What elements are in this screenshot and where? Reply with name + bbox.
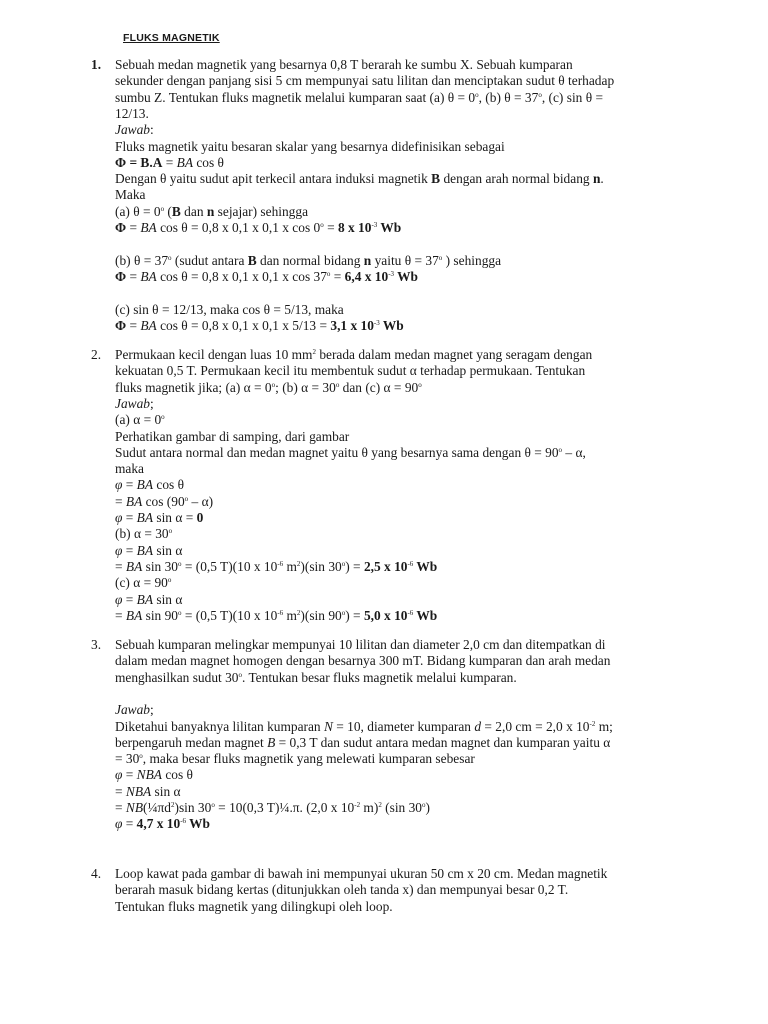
text-run: )	[425, 800, 430, 815]
text-run: m	[283, 558, 297, 574]
problem-number: 1.	[91, 57, 102, 72]
text-run: Dengan θ yaitu sudut apit terkecil antara induksi magnetik	[115, 171, 432, 187]
problem-text-line	[115, 363, 585, 379]
text-run: ) =	[345, 607, 364, 623]
superscript: o	[320, 221, 324, 229]
problem-text-line	[115, 526, 172, 542]
text-run: BA	[140, 268, 157, 284]
text-run: Φ = B.A	[115, 154, 163, 170]
text-run: cos θ = 0,8 x 0,1 x 0,1 x cos 37	[156, 268, 327, 284]
superscript: o	[139, 752, 143, 761]
text-run: Permukaan kecil dengan luas 10 mm	[115, 347, 313, 362]
text-run: ; (b) α = 30	[275, 379, 336, 395]
superscript: 2	[171, 801, 175, 809]
text-run: (¼πd	[143, 800, 171, 815]
problem-text-line	[115, 510, 203, 526]
text-run: sekunder dengan panjang sisi 5 cm mempunyai satu lilitan dan menciptakan sudut θ terhadap	[115, 73, 615, 89]
text-run: φ	[115, 510, 123, 525]
problem-text-line	[115, 253, 501, 269]
superscript: o	[341, 608, 346, 617]
text-run: n	[592, 171, 601, 187]
text-run: cos θ = 0,8 x 0,1 x 0,1 x 5/13 =	[156, 317, 331, 333]
text-run: m)	[360, 800, 379, 815]
problem-text-line	[115, 816, 210, 832]
text-run: Jawab	[115, 702, 150, 718]
superscript: o	[326, 269, 331, 278]
superscript: -2	[354, 801, 361, 809]
superscript: o	[422, 801, 426, 809]
problem-text-line	[115, 445, 586, 461]
text-run: Sebuah medan magnetik yang besarnya 0,8 T berarah ke sumbu X. Sebuah kumparan	[115, 57, 573, 72]
text-run: ;	[149, 395, 154, 411]
text-run: 5,0 x 10	[363, 607, 408, 623]
problem-text-line	[115, 702, 154, 718]
text-run: cos θ = 0,8 x 0,1 x 0,1 x cos 0	[156, 220, 321, 235]
text-run: cos θ	[193, 154, 224, 170]
text-run: B	[171, 203, 181, 219]
problem-text-line	[115, 90, 603, 106]
text-run: BA	[136, 510, 154, 525]
text-run: = 2,0 cm = 2,0 x 10	[481, 718, 590, 734]
text-run: φ	[115, 477, 123, 493]
text-run: dengan arah normal bidang	[440, 171, 593, 187]
problem-text-line	[115, 106, 149, 122]
text-run: (	[164, 203, 172, 219]
superscript: 2	[296, 608, 301, 617]
text-run: Wb	[377, 220, 402, 235]
text-run: )(sin 30	[300, 558, 342, 574]
text-run: sin 30	[142, 558, 178, 574]
problem-text-line	[115, 73, 614, 89]
superscript: o	[177, 559, 182, 568]
problem-text-line	[115, 347, 592, 363]
text-run: =	[126, 220, 141, 235]
text-run: Sudut antara normal dan medan magnet yaitu θ yang besarnya sama dengan θ = 90	[115, 444, 559, 460]
text-run: BA	[125, 493, 143, 509]
text-run: =	[122, 542, 137, 558]
text-run: Φ	[115, 317, 127, 333]
text-run: sin α	[153, 542, 183, 558]
problem-text-line	[115, 220, 401, 236]
text-run: = 10(0,3 T)¼.π. (2,0 x 10	[214, 800, 355, 815]
superscript: -3	[388, 269, 395, 278]
text-run: φ	[115, 542, 123, 558]
problem-text-line	[115, 171, 604, 187]
superscript: -6	[277, 559, 284, 568]
text-run: – α)	[188, 493, 214, 509]
superscript: o	[167, 576, 172, 585]
text-run: berada dalam medan magnet yang seragam dengan	[315, 347, 593, 362]
problem-text-line	[115, 477, 184, 493]
problem-text-line	[115, 784, 181, 800]
text-run: , maka besar fluks magnetik yang melewati kumparan sebesar	[142, 751, 475, 767]
text-run: (b) α = 30	[115, 526, 169, 542]
text-run: dalam medan magnet homogen dengan besarnya 300 mT. Bidang kumparan dan arah medan	[115, 653, 611, 669]
text-run: Wb	[413, 558, 438, 574]
text-run: d	[474, 718, 482, 734]
problem-text-line	[115, 461, 144, 477]
text-run: yaitu θ = 37	[371, 252, 439, 268]
text-run: cos θ	[153, 477, 184, 493]
text-run: BA	[136, 591, 154, 607]
text-run: = 30	[115, 751, 140, 767]
text-run: ) sehingga	[442, 252, 502, 268]
text-run: Fluks magnetik yaitu besaran skalar yang besarnya didefinisikan sebagai	[115, 138, 505, 154]
text-run: (a) α = 0	[115, 412, 162, 428]
text-run: berpengaruh medan magnet	[115, 734, 268, 750]
text-run: BA	[140, 317, 157, 333]
text-run: BA	[125, 607, 143, 623]
text-run: =	[122, 510, 137, 525]
superscript: -6	[180, 817, 187, 826]
superscript: o	[168, 253, 172, 262]
text-run: (sudut antara	[171, 252, 248, 268]
page-title: FLUKS MAGNETIK	[123, 32, 220, 44]
text-run: BA	[136, 542, 154, 558]
problem-text-line	[115, 670, 517, 686]
superscript: o	[238, 670, 242, 679]
text-run: )sin 30	[174, 800, 212, 815]
text-run: menghasilkan sudut 30	[115, 669, 239, 685]
superscript: o	[161, 413, 165, 422]
problem-text-line	[115, 882, 568, 898]
text-run: cos θ	[161, 767, 193, 783]
text-run: Tentukan fluks magnetik yang dilingkupi oleh loop.	[115, 898, 393, 914]
text-run: (sin 30	[381, 800, 422, 815]
text-run: B	[247, 252, 257, 268]
text-run: φ	[115, 816, 123, 832]
superscript: o	[335, 380, 340, 389]
text-run: dan	[180, 203, 207, 219]
problem-text-line	[115, 866, 607, 882]
superscript: o	[271, 380, 276, 389]
text-run: sin 90	[142, 607, 178, 623]
text-run: = 0,3 T dan sudut antara medan magnet dan kumparan yaitu α	[275, 734, 611, 750]
problem-text-line	[115, 155, 224, 171]
text-run: =	[126, 268, 141, 284]
text-run: 12/13.	[115, 105, 149, 121]
problem-number: 4.	[91, 866, 102, 881]
problem-text-line	[115, 653, 610, 669]
superscript: 2	[296, 559, 301, 568]
problem-text-line	[115, 204, 308, 220]
text-run: =	[122, 477, 137, 493]
text-run: berarah masuk bidang kertas (ditunjukkan oleh tanda x) dan mempunyai besar 0,2 T.	[115, 882, 569, 898]
text-run: =	[330, 268, 345, 284]
superscript: 2	[378, 801, 382, 809]
text-run: B	[267, 734, 276, 750]
text-run: BA	[140, 220, 157, 235]
text-run: sin α =	[153, 510, 197, 525]
text-run: m	[283, 607, 297, 623]
problem-text-line	[115, 57, 573, 73]
problem-text-line	[115, 412, 165, 428]
text-run: =	[126, 317, 141, 333]
text-run: cos (90	[142, 493, 185, 509]
text-run: (c) sin θ = 12/13, maka cos θ = 5/13, maka	[115, 301, 344, 317]
text-run: ;	[149, 702, 154, 718]
text-run: 4,7 x 10	[136, 816, 181, 832]
superscript: 2	[312, 348, 316, 356]
problem-text-line	[115, 318, 404, 334]
problem-number: 2.	[91, 347, 102, 362]
superscript: -3	[371, 221, 378, 229]
superscript: o	[160, 204, 165, 213]
problem-text-line	[115, 122, 154, 138]
text-run: dan normal bidang	[256, 252, 364, 268]
text-run: Loop kawat pada gambar di bawah ini mempunyai ukuran 50 cm x 20 cm. Medan magnetik	[115, 866, 608, 881]
text-run: )(sin 90	[300, 607, 342, 623]
text-run: Wb	[186, 816, 210, 832]
text-run: B	[431, 171, 441, 187]
text-run: (c) α = 90	[115, 575, 168, 591]
problem-text-line	[115, 543, 182, 559]
text-run: Jawab	[115, 122, 150, 138]
text-run: Wb	[413, 607, 438, 623]
superscript: o	[168, 527, 173, 536]
problem-text-line	[115, 751, 475, 767]
text-run: = 10, diameter kumparan	[332, 718, 475, 734]
text-run: NB	[125, 800, 144, 815]
text-run: Sebuah kumparan melingkar mempunyai 10 lilitan dan diameter 2,0 cm dan ditempatkan di	[115, 637, 606, 652]
text-run: Wb	[379, 317, 404, 333]
text-run: NBA	[125, 783, 152, 799]
problem-text-line	[115, 139, 505, 155]
text-run: =	[122, 591, 137, 607]
text-run: (a) θ = 0	[115, 203, 161, 219]
text-run: 0	[196, 510, 204, 525]
superscript: -2	[589, 719, 596, 728]
text-run: :	[149, 122, 154, 138]
problem-number: 3.	[91, 637, 102, 652]
text-run: N	[323, 718, 333, 734]
superscript: -3	[373, 318, 380, 327]
problem-text-line	[115, 302, 344, 318]
text-run: Diketahui banyaknya lilitan kumparan	[115, 718, 324, 734]
problem-text-line	[115, 800, 430, 816]
text-run: kekuatan 0,5 T. Permukaan kecil itu membentuk sudut α terhadap permukaan. Tentukan	[115, 363, 586, 379]
text-run: = (0,5 T)(10 x 10	[181, 607, 278, 623]
superscript: o	[418, 380, 422, 389]
text-run: BA	[125, 558, 143, 574]
text-run: .	[600, 171, 604, 187]
text-run: sin α	[151, 783, 181, 799]
text-run: 3,1 x 10	[330, 317, 374, 333]
text-run: n	[363, 252, 372, 268]
problem-text-line	[115, 575, 171, 591]
text-run: Maka	[115, 187, 146, 203]
text-run: fluks magnetik jika; (a) α = 0	[115, 379, 272, 395]
problem-text-line	[115, 429, 349, 445]
text-run: 6,4 x 10	[344, 268, 389, 284]
text-run: m;	[595, 718, 613, 734]
superscript: o	[341, 559, 346, 568]
text-run: 2,5 x 10	[363, 558, 408, 574]
problem-text-line	[115, 767, 193, 783]
text-run: – α,	[562, 444, 586, 460]
text-run: sin α	[153, 591, 183, 607]
text-run: dan (c) α = 90	[339, 379, 419, 395]
text-run: . Tentukan besar fluks magnetik melalui kumparan.	[241, 669, 517, 685]
text-run: Perhatikan gambar di samping, dari gambar	[115, 428, 350, 444]
text-run: =	[115, 558, 126, 574]
superscript: o	[558, 445, 563, 454]
text-run: φ	[115, 767, 123, 783]
text-run: Φ	[115, 220, 127, 235]
text-run: Φ	[115, 268, 127, 284]
text-run: BA	[176, 154, 193, 170]
text-run: Jawab	[115, 395, 150, 411]
superscript: o	[538, 90, 542, 99]
text-run: (b) θ = 37	[115, 252, 169, 268]
problem-text-line	[115, 637, 605, 653]
text-run: , (c) sin θ =	[541, 89, 604, 105]
problem-text-line	[115, 494, 213, 510]
superscript: -6	[277, 608, 284, 617]
text-run: maka	[115, 461, 144, 477]
superscript: o	[438, 253, 443, 262]
superscript: o	[211, 801, 215, 809]
problem-text-line	[115, 269, 418, 285]
text-run: , (b) θ = 37	[478, 89, 539, 105]
superscript: -6	[407, 559, 414, 568]
problem-text-line	[115, 396, 154, 412]
problem-text-line	[115, 608, 437, 624]
problem-text-line	[115, 380, 422, 396]
text-run: =	[115, 607, 126, 623]
problem-text-line	[115, 559, 437, 575]
text-run: NBA	[136, 767, 162, 783]
text-run: =	[122, 767, 137, 783]
problem-text-line	[115, 592, 182, 608]
text-run: Wb	[394, 268, 418, 284]
text-run: =	[115, 800, 126, 815]
text-run: =	[122, 816, 137, 832]
superscript: o	[184, 494, 189, 503]
text-run: =	[115, 493, 126, 509]
text-run: =	[115, 783, 126, 799]
superscript: o	[475, 90, 479, 99]
text-run: n	[206, 203, 215, 219]
superscript: -6	[407, 608, 414, 617]
text-run: 8 x 10	[337, 220, 372, 235]
text-run: = (0,5 T)(10 x 10	[181, 558, 278, 574]
problem-text-line	[115, 899, 393, 915]
text-run: BA	[136, 477, 154, 493]
text-run: =	[323, 220, 338, 235]
text-run: sumbu Z. Tentukan fluks magnetik melalui kumparan saat (a) θ = 0	[115, 89, 476, 105]
text-run: sejajar) sehingga	[214, 203, 309, 219]
superscript: o	[177, 608, 182, 617]
problem-text-line	[115, 187, 146, 203]
text-run: ) =	[345, 558, 364, 574]
text-run: φ	[115, 591, 123, 607]
text-run: =	[162, 154, 177, 170]
problem-text-line	[115, 735, 610, 751]
problem-text-line	[115, 719, 613, 735]
